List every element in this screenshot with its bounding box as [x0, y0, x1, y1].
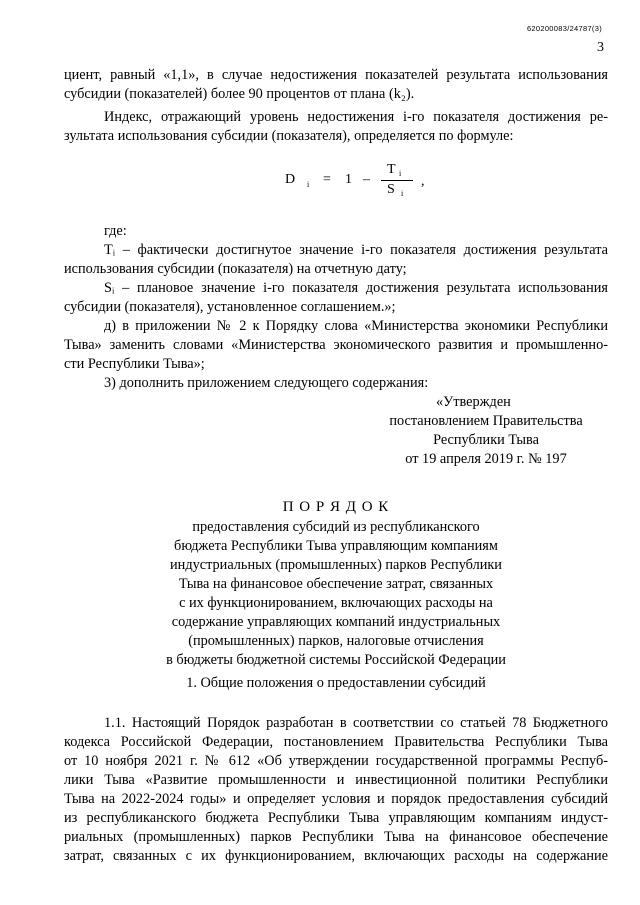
- text-line: субсидии (показателя), установленное соглашением.»;: [64, 299, 396, 315]
- text-line: сти Республики Тыва»;: [64, 356, 205, 372]
- text-line: субсидии (показателей) более 90 процентов от плана (k₂).: [64, 86, 415, 102]
- subtitle-line: содержание управляющих компаний индустриальных: [171, 614, 501, 630]
- subtitle-line: индустриальных (промышленных) парков Республики: [170, 557, 502, 573]
- formula-numerator: T: [387, 162, 396, 177]
- text-line: Sᵢ – плановое значение i-го показателя достижения результата использования: [104, 280, 608, 296]
- page-number: 3: [597, 40, 604, 55]
- where-label: где:: [104, 223, 127, 239]
- text-line: зультата использования субсидии (показателя), определяется по формуле:: [64, 128, 514, 144]
- paragraph-1-1: [64, 714, 608, 866]
- text-line: Tᵢ – фактически достигнутое значение i-го показателя достижения результата: [104, 242, 608, 258]
- formula-denominator-subscript: i: [401, 189, 404, 198]
- approval-line: постановлением Правительства: [389, 413, 583, 429]
- text-line: из республиканского бюджета Республики Тыва управляющим компаниям индуст-: [64, 810, 608, 826]
- approval-line: от 19 апреля 2019 г. № 197: [405, 451, 567, 467]
- subtitle-line: с их функционированием, включающих расходы на: [179, 595, 493, 611]
- text-line: циент, равный «1,1», в случае недостижения показателей результата использования: [64, 67, 608, 83]
- document-subtitle: [64, 518, 608, 670]
- text-line: от 10 ноября 2021 г. № 612 «Об утверждении государственной программы Респуб-: [64, 753, 608, 769]
- approval-line: Республики Тыва: [433, 432, 539, 448]
- text-line: кодекса Российской Федерации, постановлением Правительства Республики Тыва: [64, 734, 608, 750]
- text-line: д) в приложении № 2 к Порядку слова «Министерства экономики Республики: [104, 318, 608, 334]
- text-line: Тыва» заменить словами «Министерства экономического развития и промышленно-: [64, 337, 608, 353]
- formula-numerator-subscript: i: [399, 169, 402, 178]
- formula-equals: =: [323, 172, 331, 187]
- subtitle-line: предоставления субсидий из республиканского: [192, 519, 480, 535]
- definitions: [64, 222, 608, 393]
- formula-minus: –: [363, 172, 370, 187]
- text-line: 3) дополнить приложением следующего содержания:: [104, 375, 429, 391]
- fraction-bar: [381, 180, 413, 181]
- subtitle-line: бюджета Республики Тыва управляющим компаниям: [174, 538, 498, 554]
- formula-denominator: S: [387, 182, 395, 197]
- text-line: Тыва на 2022-2024 годы» и определяет условия и порядок предоставления субсидий: [64, 791, 608, 807]
- document-number: 620200083/24787(3): [526, 24, 602, 33]
- formula-comma: ,: [421, 174, 425, 189]
- section-heading: 1. Общие положения о предоставлении субсидий: [186, 675, 486, 691]
- text-line: риальных (промышленных) парков Республики Тыва на финансовое обеспечение: [64, 829, 608, 845]
- approval-line: «Утвержден: [436, 394, 511, 410]
- text-line: использования субсидии (показателя) на отчетную дату;: [64, 261, 407, 277]
- paragraph-2: [64, 108, 608, 146]
- subtitle-line: в бюджеты бюджетной системы Российской Федерации: [166, 652, 506, 668]
- paragraph-1: [64, 66, 608, 104]
- text-line: затрат, связанных с их функционированием, включающих расходы на содержание: [64, 848, 608, 864]
- formula-lhs: D: [285, 172, 296, 187]
- subtitle-line: (промышленных) парков, налоговые отчисления: [188, 633, 484, 649]
- formula-lhs-subscript: i: [307, 180, 310, 189]
- formula-one: 1: [345, 172, 352, 187]
- text-line: Индекс, отражающий уровень недостижения i-го показателя достижения ре-: [104, 109, 608, 125]
- document-title: П О Р Я Д О К: [282, 499, 390, 515]
- text-line: лики Тыва «Развитие промышленности и инвестиционной политики Республики: [64, 772, 608, 788]
- text-line: 1.1. Настоящий Порядок разработан в соответствии со статьей 78 Бюджетного: [104, 715, 608, 731]
- subtitle-line: Тыва на финансовое обеспечение затрат, связанных: [178, 576, 494, 592]
- approval-block: [376, 393, 596, 469]
- formula: [285, 160, 445, 200]
